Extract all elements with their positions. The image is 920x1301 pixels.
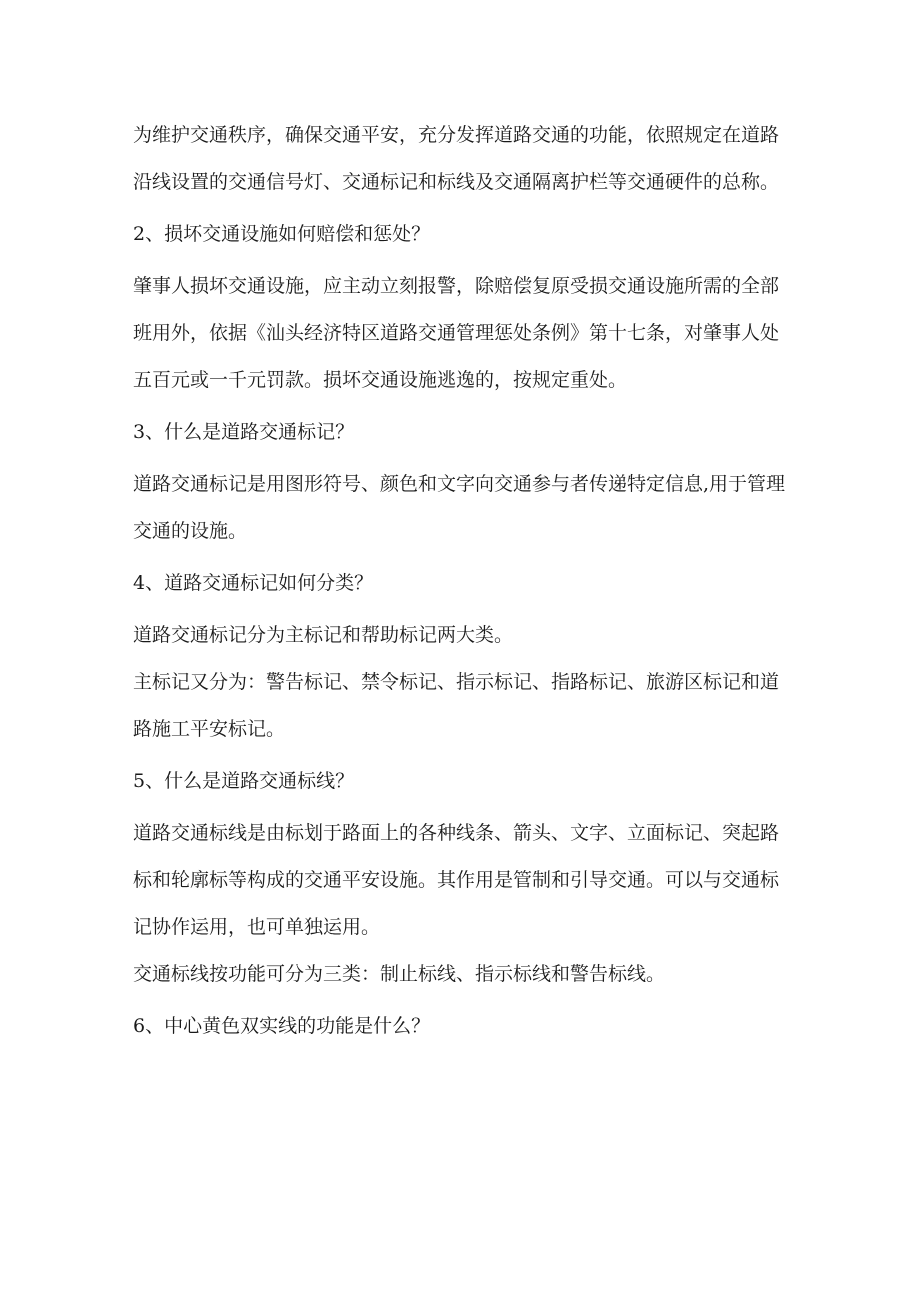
paragraph-sign-categories: 道路交通标记分为主标记和帮助标记两大类。	[133, 624, 514, 646]
question-heading-3: 3、什么是道路交通标记？	[133, 421, 355, 443]
paragraph-road-marking-definition: 道路交通标线是由标划于路面上的各种线条、箭头、文字、立面标记、突起路标和轮廓标等构成的交通平安设施。其作用是管制和引导交通。可以与交通标记协作运用，也可单独运用。	[133, 822, 780, 938]
question-heading-2: 2、损坏交通设施如何赔偿和惩处？	[133, 223, 431, 245]
paragraph-traffic-facilities-definition: 为维护交通秩序，确保交通平安，充分发挥道路交通的功能，依照规定在道路沿线设置的交通信号灯、交通标记和标线及交通隔离护栏等交通硬件的总称。	[133, 124, 780, 193]
paragraph-marking-categories: 交通标线按功能可分为三类：制止标线、指示标线和警告标线。	[133, 963, 666, 985]
question-heading-5: 5、什么是道路交通标线？	[133, 770, 355, 792]
document-body	[133, 112, 793, 1055]
paragraph-damage-compensation: 肇事人损坏交通设施，应主动立刻报警，除赔偿复原受损交通设施所需的全部班用外，依据《汕头经济特区道路交通管理惩处条例》第十七条，对肇事人处五百元或一千元罚款。损坏交通设施逃逸的，按规定重处。	[133, 275, 780, 391]
question-heading-4: 4、道路交通标记如何分类？	[133, 572, 374, 594]
paragraph-traffic-sign-definition: 道路交通标记是用图形符号、颜色和文字向交通参与者传递特定信息,用于管理交通的设施。	[133, 473, 786, 542]
paragraph-main-sign-types: 主标记又分为：警告标记、禁令标记、指示标记、指路标记、旅游区标记和道路施工平安标记。	[133, 671, 780, 740]
question-heading-6: 6、中心黄色双实线的功能是什么？	[133, 1015, 431, 1037]
